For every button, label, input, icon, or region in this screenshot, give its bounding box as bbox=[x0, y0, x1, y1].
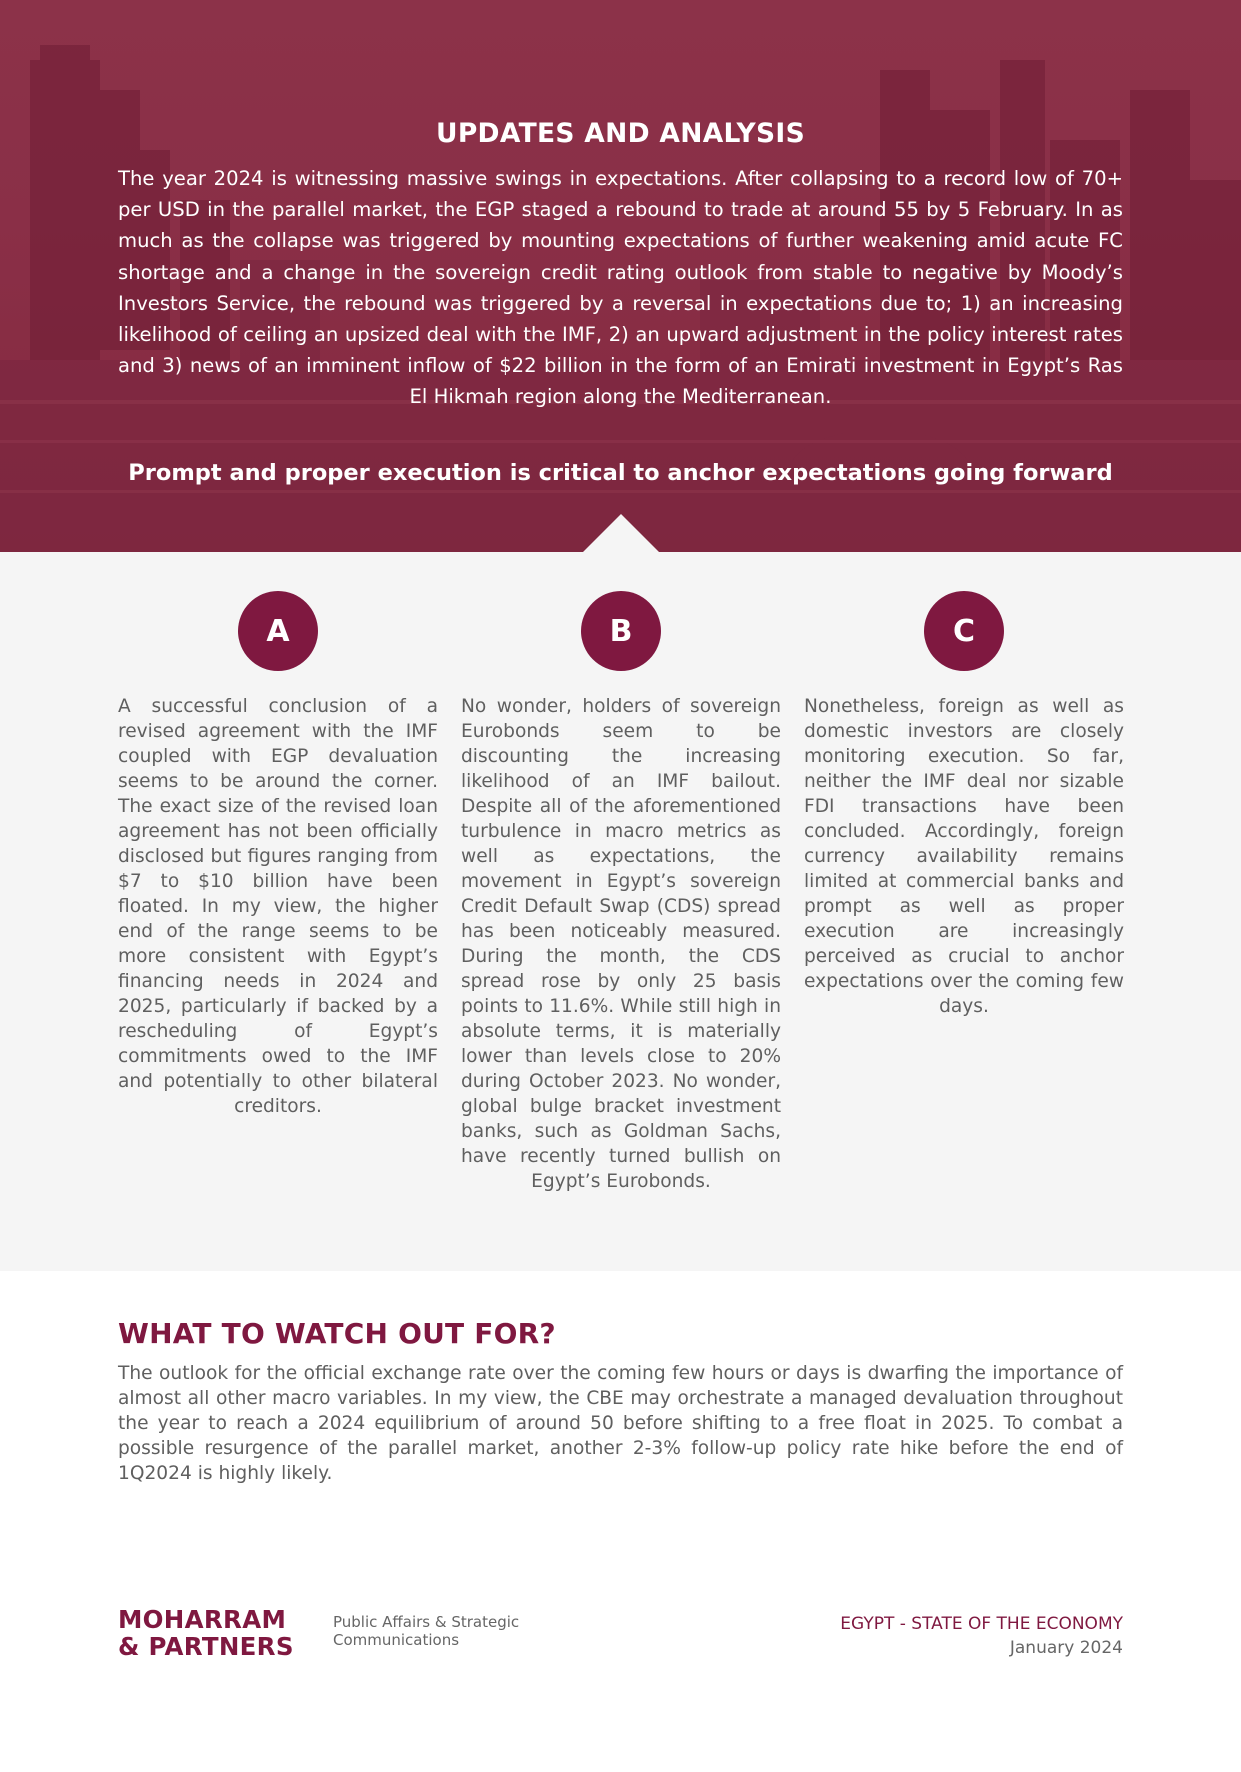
section-heading-watch: WHAT TO WATCH OUT FOR? bbox=[118, 1317, 556, 1350]
hero-tagline: Prompt and proper execution is critical to anchor expectations going forward bbox=[128, 460, 1113, 486]
column-a-text: A successful conclusion of a revised agreement with the IMF coupled with EGP devaluation seems to be around the corner. The exact size of the revised loan agreement has not been officially disclosed but figures ranging from $7 to $10 billion have been floated. In my view, the higher end of the range seems to be more consistent with Egypt’s financing needs in 2024 and 2025, particularly if backed by a rescheduling of Egypt’s commitments owed to the IMF and potentially to other bilateral creditors. bbox=[118, 696, 438, 1117]
company-logo bbox=[118, 1606, 294, 1660]
hero-content bbox=[118, 0, 1123, 552]
logo-tagline-line-1: Public Affairs & Strategic bbox=[333, 1613, 520, 1631]
hero-paragraph: The year 2024 is witnessing massive swings in expectations. After collapsing to a record low of 70+ per USD in the parallel market, the EGP staged a rebound to trade at around 55 by 5 February. In as much as the collapse was triggered by mounting expectations of further weakening amid acute FC shortage and a change in the sovereign credit rating outlook from stable to negative by Moody’s Investors Service, the rebound was triggered by a reversal in expectations due to; 1) an increasing likelihood of ceiling an upsized deal with the IMF, 2) an upward adjustment in the policy interest rates and 3) news of an imminent inflow of $22 billion in the form of an Emirati investment in Egypt’s Ras El Hikmah region along the Mediterranean. bbox=[118, 167, 1123, 409]
logo-tagline bbox=[333, 1613, 519, 1649]
analysis-columns bbox=[0, 552, 1241, 1271]
logo-line-2: & PARTNERS bbox=[118, 1632, 294, 1661]
column-b-text: No wonder, holders of sovereign Eurobonds seem to be discounting the increasing likelihood of an IMF bailout. Despite all of the aforementioned turbulence in macro metrics as well as expectations, the movement in Egypt’s sovereign Credit Default Swap (CDS) spread has been noticeably measured. During the month, the CDS spread rose by only 25 basis points to 11.6%. While still high in absolute terms, it is materially lower than levels close to 20% during October 2023. No wonder, global bulge bracket investment banks, such as Goldman Sachs, have recently turned bullish on Egypt’s Eurobonds. bbox=[461, 696, 781, 1192]
watch-paragraph: The outlook for the official exchange rate over the coming few hours or days is dwarfing the importance of almost all other macro variables. In my view, the CBE may orchestrate a managed devaluation throughout the year to reach a 2024 equilibrium of around 50 before shifting to a free float in 2025. To combat a possible resurgence of the parallel market, another 2-3% follow-up policy rate hike before the end of 1Q2024 is highly likely. bbox=[118, 1363, 1123, 1484]
badge-b: B bbox=[581, 591, 661, 671]
hero-banner bbox=[0, 0, 1241, 552]
report-info bbox=[840, 1612, 1123, 1660]
logo-line-1: MOHARRAM bbox=[118, 1605, 287, 1634]
report-date: January 2024 bbox=[1009, 1638, 1123, 1658]
report-title: EGYPT - STATE OF THE ECONOMY bbox=[840, 1614, 1123, 1634]
pointer-notch bbox=[583, 514, 659, 552]
logo-tagline-line-2: Communications bbox=[333, 1631, 460, 1649]
section-heading-updates: UPDATES AND ANALYSIS bbox=[436, 118, 805, 149]
badge-c: C bbox=[924, 591, 1004, 671]
badge-a: A bbox=[238, 591, 318, 671]
column-c-text: Nonetheless, foreign as well as domestic investors are closely monitoring execution. So far, neither the IMF deal nor sizable FDI transactions have been concluded. Accordingly, foreign currency availability remains limited at commercial banks and prompt as well as proper execution are increasingly perceived as crucial to anchor expectations over the coming few days. bbox=[804, 696, 1124, 1017]
